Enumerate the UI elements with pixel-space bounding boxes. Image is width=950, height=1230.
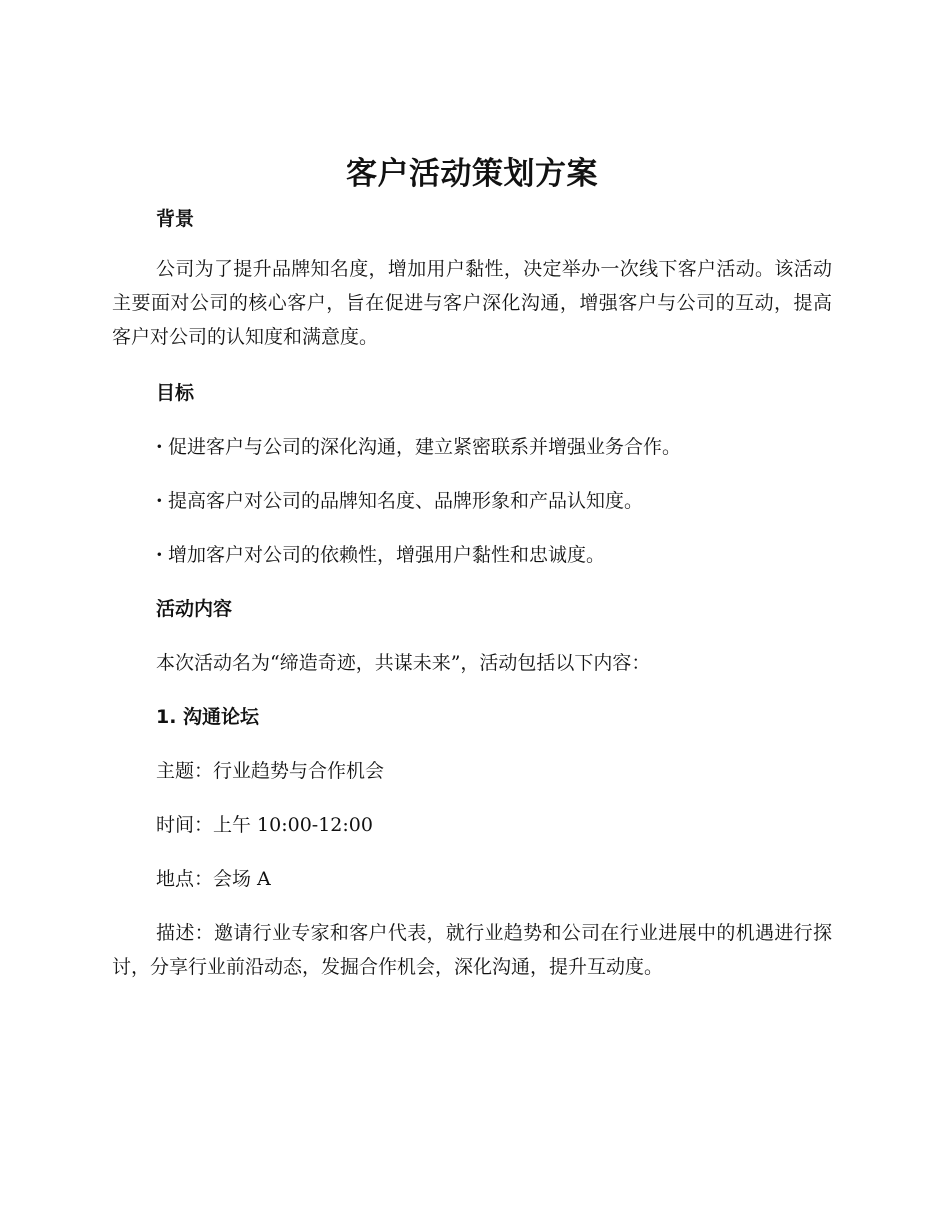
forum-theme: 主题：行业趋势与合作机会: [156, 760, 385, 782]
forum-location: 地点：会场 A: [156, 868, 271, 890]
activity-content-section: [112, 594, 832, 984]
goals-section: [112, 378, 832, 570]
goal-item-text: 提高客户对公司的品牌知名度、品牌形象和产品认知度。: [168, 490, 644, 512]
bullet-dot: ·: [156, 490, 163, 512]
background-paragraph: 公司为了提升品牌知名度，增加用户黏性，决定举办一次线下客户活动。该活动主要面对公司的核心客户，旨在促进与客户深化沟通，增强客户与公司的互动，提高客户对公司的认知度和满意度。: [112, 258, 832, 348]
document-title: 客户活动策划方案: [346, 156, 598, 192]
activity-intro: 本次活动名为“缔造奇迹，共谋未来”，活动包括以下内容：: [156, 652, 651, 674]
goal-item: [112, 540, 832, 570]
bullet-dot: ·: [156, 544, 163, 566]
forum-heading: 1. 沟通论坛: [156, 706, 260, 728]
document-page: [112, 150, 832, 984]
activity-content-heading: 活动内容: [156, 598, 233, 620]
goal-item-text: 增加客户对公司的依赖性，增强用户黏性和忠诚度。: [168, 544, 606, 566]
background-heading: 背景: [156, 208, 195, 230]
goal-item-text: 促进客户与公司的深化沟通，建立紧密联系并增强业务合作。: [168, 436, 682, 458]
goal-item: [112, 486, 832, 516]
background-section: [112, 204, 832, 354]
goals-heading: 目标: [156, 382, 195, 404]
forum-description: 描述：邀请行业专家和客户代表，就行业趋势和公司在行业进展中的机遇进行探讨，分享行业前沿动态，发掘合作机会，深化沟通，提升互动度。: [112, 922, 832, 978]
goal-item: [112, 432, 832, 462]
bullet-dot: ·: [156, 436, 163, 458]
forum-time: 时间：上午 10:00-12:00: [156, 814, 373, 836]
